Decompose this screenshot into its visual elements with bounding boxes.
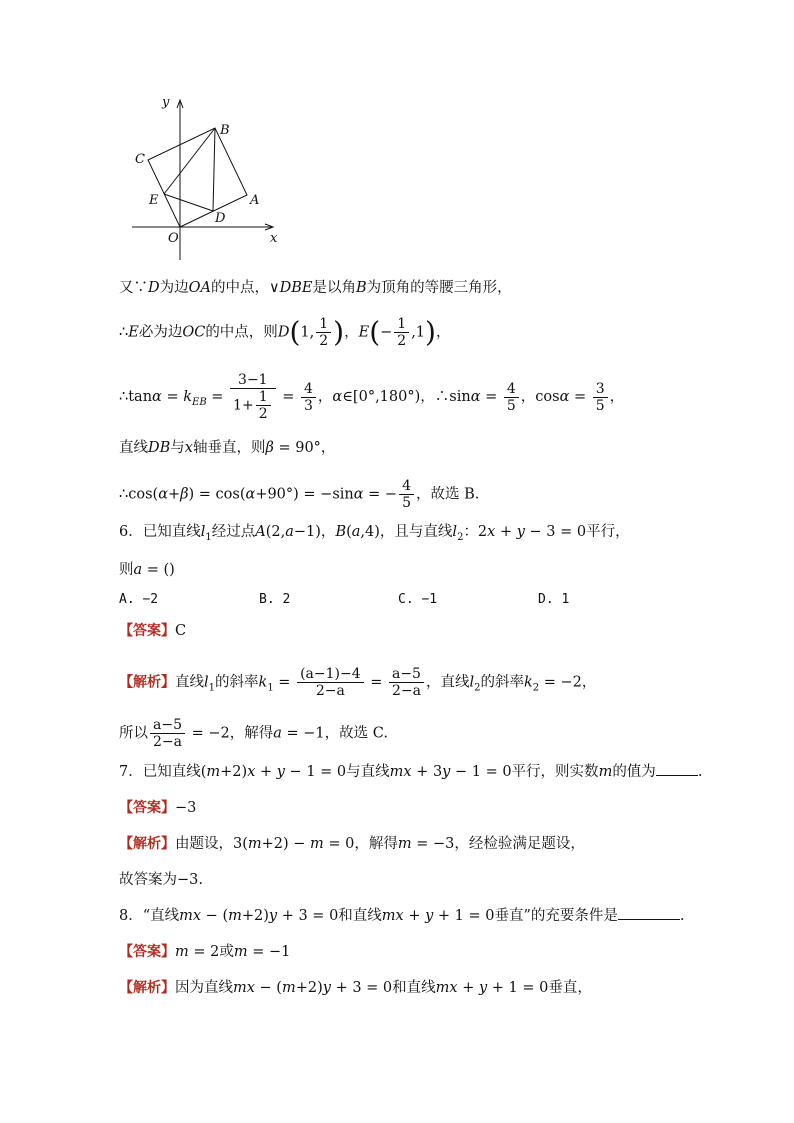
- option-b: B. 2: [259, 592, 291, 607]
- geometry-figure: [120, 90, 320, 270]
- solution-line-2: ∴E必为边OC的中点，则D(1, $\frac{1}{2}$ )，E(− $\frac{1}{2}$ ,1)，: [119, 315, 451, 349]
- solution-8-line-1: 【解析】因为直线mx − (m+2)y + 3 = 0和直线mx + y + 1 = 0垂直，: [119, 980, 592, 996]
- label-y: y: [162, 95, 170, 110]
- solution-7-line-1: 【解析】由题设，3(m+2) − m = 0，解得m = −3，经检验满足题设，: [119, 836, 585, 852]
- label-A: A: [250, 193, 260, 208]
- label-O: O: [168, 231, 179, 246]
- answer-6: 【答案】C: [119, 623, 187, 639]
- square-OABC: [148, 128, 247, 227]
- question-6: 6．已知直线$l_1$经过点A(2,a−1)，B(a,4)，且与直线$l_2$：2x + y − 3 = 0平行，: [119, 524, 630, 543]
- answer-7: 【答案】−3: [119, 800, 197, 816]
- answer-blank: [656, 763, 698, 776]
- option-a: A. −2: [119, 592, 159, 607]
- option-d: D. 1: [538, 592, 570, 607]
- option-c: C. −1: [398, 592, 438, 607]
- segment-EB: [164, 128, 215, 194]
- label-D: D: [215, 211, 226, 226]
- segment-BD: [213, 128, 215, 211]
- label-x: x: [270, 231, 278, 246]
- solution-6-line-1: 【解析】直线$l_1$的斜率$k_1$ = $\frac{(a-1)-4}{2-a}$ = $\frac{a-5}{2-a}$ ，直线$l_2$的斜率$k_2 = -2$，: [119, 666, 597, 699]
- label-C: C: [135, 152, 145, 167]
- question-8: 8．“直线mx − (m+2)y + 3 = 0和直线mx + y + 1 = 0垂直”的充要条件是 .: [119, 908, 685, 924]
- solution-line-3: ∴tanα = $k_{EB}$ = 3−1 1+ $\frac{1}{2}$ = $\frac{4}{3}$ ，α∈[0°,180°)，∴sinα = $\frac{4}{5}$ ，cosα = $\frac{3}{5}$ ，: [119, 372, 625, 422]
- solution-line-1: 又∵D为边OA的中点，∨DBE是以角B为顶角的等腰三角形，: [119, 280, 512, 296]
- question-7: 7．已知直线(m+2)x + y − 1 = 0与直线mx + 3y − 1 = 0平行，则实数m的值为 .: [119, 764, 703, 780]
- question-6-stem: 则a = (): [119, 562, 175, 578]
- answer-blank: [618, 907, 680, 920]
- solution-line-5: ∴cos(α+β) = cos(α+90°) = −sinα = − $\frac{4}{5}$ ，故选 B.: [119, 478, 480, 511]
- label-B: B: [220, 123, 230, 138]
- solution-7-line-2: 故答案为−3.: [119, 872, 203, 888]
- solution-line-4: 直线DB与x轴垂直，则β = 90°，: [119, 440, 336, 456]
- label-E: E: [149, 193, 159, 208]
- solution-6-line-2: 所以 $\frac{a-5}{2-a}$ = −2，解得a = −1，故选 C.: [119, 717, 388, 750]
- answer-8: 【答案】m = 2或m = −1: [119, 944, 291, 960]
